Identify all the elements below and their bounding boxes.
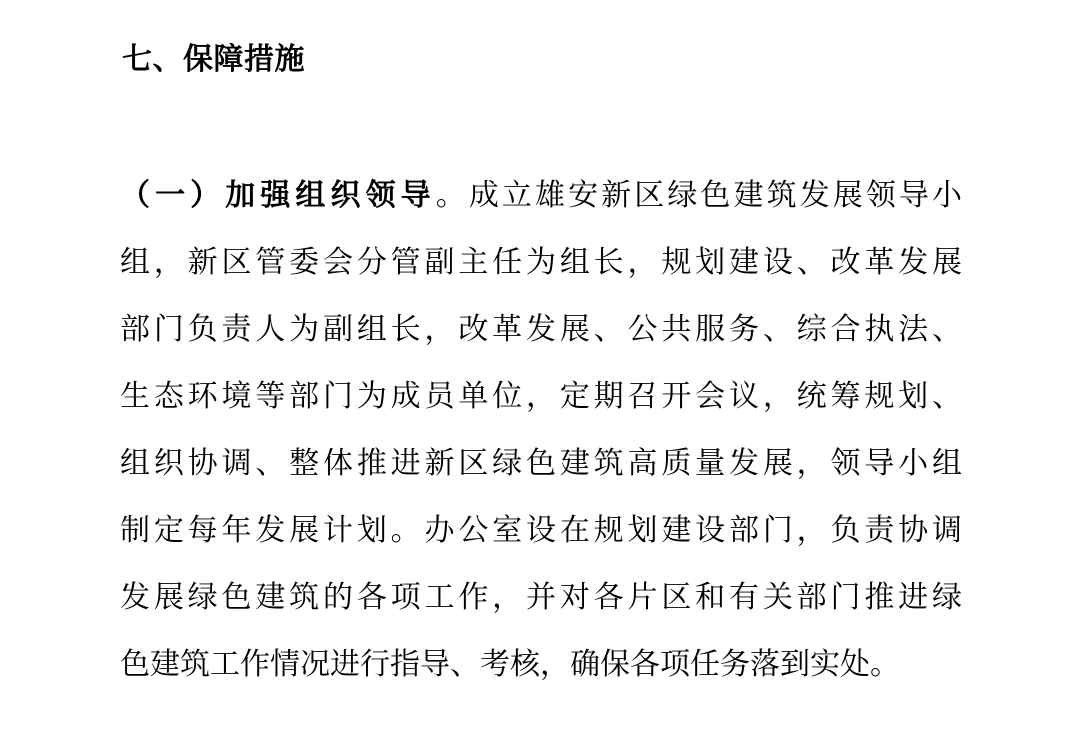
section-heading: 七、保障措施 [122, 42, 305, 77]
paragraph-line: 组织协调、整体推进新区绿色建筑高质量发展，领导小组 [120, 446, 962, 481]
paragraph-organization-leadership [120, 162, 962, 698]
paragraph-lead-heading: （一）加强组织领导 [120, 178, 436, 213]
paragraph-line: 生态环境等部门为成员单位，定期召开会议，统筹规划、 [120, 379, 962, 414]
paragraph-line: 色建筑工作情况进行指导、考核，确保各项任务落到实处。 [120, 647, 900, 682]
paragraph-line: 制定每年发展计划。办公室设在规划建设部门，负责协调 [120, 513, 962, 548]
paragraph-line [120, 162, 962, 229]
paragraph-line: 组，新区管委会分管副主任为组长，规划建设、改革发展 [120, 245, 962, 280]
paragraph-line: 部门负责人为副组长，改革发展、公共服务、综合执法、 [120, 312, 962, 347]
paragraph-line-text: 。成立雄安新区绿色建筑发展领导小 [435, 178, 962, 213]
paragraph-line: 发展绿色建筑的各项工作，并对各片区和有关部门推进绿 [120, 580, 962, 615]
